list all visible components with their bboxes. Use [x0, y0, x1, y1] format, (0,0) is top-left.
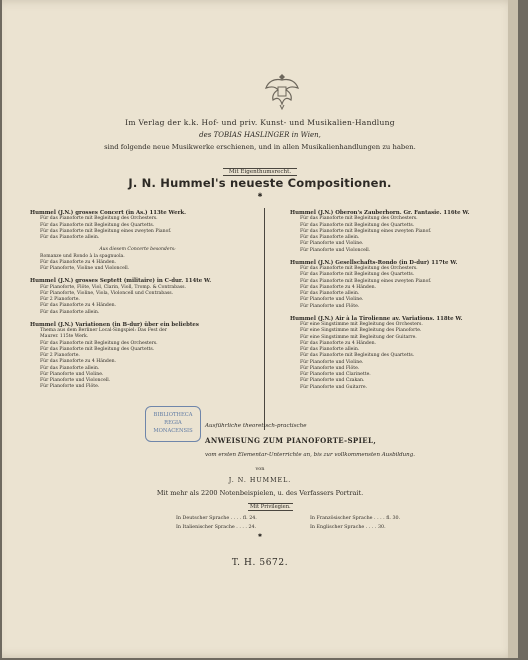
work-arrangement: Für das Pianoforte mit Begleitung eines zweyten Pianof.	[40, 228, 172, 234]
work-heading: Hummel (J.N.) Variationen (in B-dur) über ein beliebtes	[30, 321, 199, 328]
eigenthum-notice	[2, 158, 518, 177]
spielschule-detail: Mit mehr als 2200 Notenbeispielen, u. des Verfassers Portrait.	[156, 489, 364, 497]
imperial-eagle-crest-icon	[264, 70, 300, 110]
work-arrangement: Für Pianoforte, Violine, Viola, Violoncell und Contrabass.	[40, 290, 174, 296]
work-entry	[30, 210, 245, 241]
work-arrangement: Für Pianoforte, Violine und Violoncell.	[40, 266, 130, 271]
work-arrangement: Für Pianoforte, Flöte, Viol, Clarin, Violl, Tromp. & Contrabass.	[40, 284, 187, 290]
work-entry	[30, 247, 245, 272]
work-entry	[290, 316, 504, 391]
work-arrangement: Für Pianoforte und Violoncell.	[300, 247, 371, 253]
price-line: In Französischer Sprache . . . . fl. 30.	[310, 516, 401, 521]
spielschule-subtitle: Ausführliche theoretisch-practische	[205, 423, 307, 429]
publisher-line-1: Im Verlag der k.k. Hof- und priv. Kunst- und Musikalien-Handlung	[125, 118, 395, 127]
work-entry	[30, 322, 245, 391]
work-subheading: Aus diesem Concerte besonders:	[99, 247, 176, 253]
work-arrangement: Für 2 Pianoforte.	[40, 297, 80, 302]
work-arrangement: Für Pianoforte und Violine.	[300, 359, 364, 365]
work-arrangement: Für Pianoforte und Flöte.	[40, 384, 100, 390]
publisher-line-3: sind folgende neue Musikwerke erschienen, und in allen Musikalienhandlungen zu haben.	[104, 143, 416, 151]
work-arrangement: Für eine Singstimme mit Begleitung des Orchesters.	[300, 322, 423, 327]
work-arrangement: Für das Pianoforte mit Begleitung des Orchesters.	[300, 266, 418, 271]
work-arrangement: Für das Pianoforte allein.	[300, 291, 360, 296]
work-arrangement: Für das Pianoforte mit Begleitung des Orchesters.	[40, 216, 158, 222]
work-arrangement: Für das Pianoforte allein.	[300, 347, 360, 352]
work-arrangement: Für das Pianoforte mit Begleitung des Quartetts.	[300, 222, 415, 228]
price-line: In Englischer Sprache . . . . 30.	[310, 525, 386, 530]
work-arrangement: Für 2 Pianoforte.	[40, 353, 80, 358]
work-arrangement: Für Pianoforte und Czakan.	[300, 378, 365, 384]
ornament-star-bottom-icon: ✱	[257, 533, 263, 539]
work-arrangement: Für eine Singstimme mit Begleitung der Guitarre.	[300, 334, 417, 340]
work-arrangement: Für das Pianoforte allein.	[40, 235, 100, 240]
work-arrangement: Für Pianoforte und Violine.	[40, 371, 104, 377]
eigenthum-text: Mit Eigenthumsrecht.	[223, 168, 297, 176]
work-arrangement: Für das Pianoforte mit Begleitung des Quartetts.	[300, 272, 415, 278]
work-arrangement: Für das Pianoforte zu 4 Händen.	[300, 284, 377, 290]
work-entry	[290, 260, 504, 310]
work-arrangement: Für das Pianoforte allein.	[300, 235, 360, 240]
column-divider	[264, 208, 265, 430]
publisher-line-2: des TOBIAS HASLINGER in Wien,	[199, 131, 321, 139]
work-arrangement: Thema aus dem Berliner Local-Singspiel: Das Fest der	[40, 328, 167, 333]
work-arrangement: Maurer. 115te Werk.	[40, 334, 89, 340]
spielschule-von: von	[255, 466, 265, 472]
work-arrangement: Für das Pianoforte allein.	[40, 365, 100, 371]
work-heading: Hummel (J.N.) grosses Concert (in As.) 113te Werk.	[30, 210, 187, 216]
work-arrangement: Für Pianoforte und Violine.	[300, 241, 364, 247]
work-heading: Hummel (J.N.) Air à la Tirolienne av. Variations. 118te W.	[290, 315, 463, 322]
work-arrangement: Für das Pianoforte mit Begleitung des Quartetts.	[300, 353, 415, 359]
work-arrangement: Für das Pianoforte mit Begleitung des Quartetts.	[40, 222, 155, 228]
work-entry	[290, 210, 504, 254]
plate-number: T. H. 5672.	[231, 558, 289, 568]
work-arrangement: Für das Pianoforte zu 4 Händen.	[40, 259, 117, 265]
spielschule-description: vom ersten Elementar-Unterrichte an, bis zur vollkommensten Ausbildung.	[205, 452, 415, 458]
spielschule-title: ANWEISUNG ZUM PIANOFORTE-SPIEL,	[205, 436, 377, 445]
prices-left	[176, 514, 257, 532]
work-arrangement: Für das Pianoforte zu 4 Händen.	[300, 340, 377, 346]
left-works-column	[30, 210, 245, 397]
work-heading: Hummel (J.N.) grosses Septett (militaire) in C-dur. 114te W.	[30, 278, 212, 285]
stamp-line: BIBLIOTHECA	[153, 412, 193, 418]
right-works-column	[290, 210, 504, 397]
page-title: J. N. Hummel's neueste Compositionen.	[128, 176, 392, 190]
work-arrangement: Für das Pianoforte mit Begleitung eines zweyten Pianof.	[300, 228, 432, 234]
work-arrangement: Für Pianoforte und Violine.	[300, 297, 364, 303]
stamp-line: REGIA	[164, 420, 182, 426]
price-line: In Italienischer Sprache . . . . 24.	[176, 525, 257, 530]
price-line: In Deutscher Sprache . . . . fl. 24.	[176, 516, 257, 521]
work-arrangement: Für das Pianoforte mit Begleitung eines zweyten Pianof.	[300, 278, 432, 284]
work-arrangement: Für eine Singstimme mit Begleitung des Pianoforte.	[300, 328, 422, 334]
work-arrangement: Für Pianoforte und Guitarre.	[300, 384, 368, 390]
work-heading: Hummel (J.N.) Gesellschafts-Rondo (in D-dur) 117te W.	[290, 259, 458, 266]
work-arrangement: Für das Pianoforte zu 4 Händen.	[40, 359, 117, 365]
library-stamp	[145, 406, 201, 442]
title-page	[2, 0, 518, 658]
work-arrangement: Für Pianoforte und Clarinette.	[300, 372, 371, 377]
work-arrangement: Für Pianoforte und Violoncell.	[40, 378, 111, 383]
work-arrangement: Für Pianoforte und Flöte.	[300, 365, 360, 371]
ornament-star-icon: ✱	[257, 192, 263, 199]
work-arrangement: Für das Pianoforte zu 4 Händen.	[40, 303, 117, 309]
work-entry	[30, 278, 245, 316]
work-arrangement: Für das Pianoforte mit Begleitung des Orchesters.	[300, 216, 418, 222]
work-arrangement: Für Pianoforte und Flöte.	[300, 303, 360, 309]
privileg-label: Mit Privilegien.	[250, 504, 291, 510]
work-arrangement: Für das Pianoforte mit Begleitung des Orchesters.	[40, 340, 158, 346]
work-heading: Hummel (J.N.) Oberon's Zauberhorn. Gr. Fantasie. 116te W.	[290, 210, 470, 216]
work-arrangement: Für das Pianoforte allein.	[40, 309, 100, 315]
prices-right	[310, 514, 400, 532]
work-arrangement: Für das Pianoforte mit Begleitung des Quartetts.	[40, 346, 155, 352]
work-arrangement: Romanze und Rondo à la spagnuola.	[40, 253, 125, 259]
spielschule-author: J. N. HUMMEL.	[228, 477, 292, 484]
stamp-line: MONACENSIS	[153, 428, 193, 434]
